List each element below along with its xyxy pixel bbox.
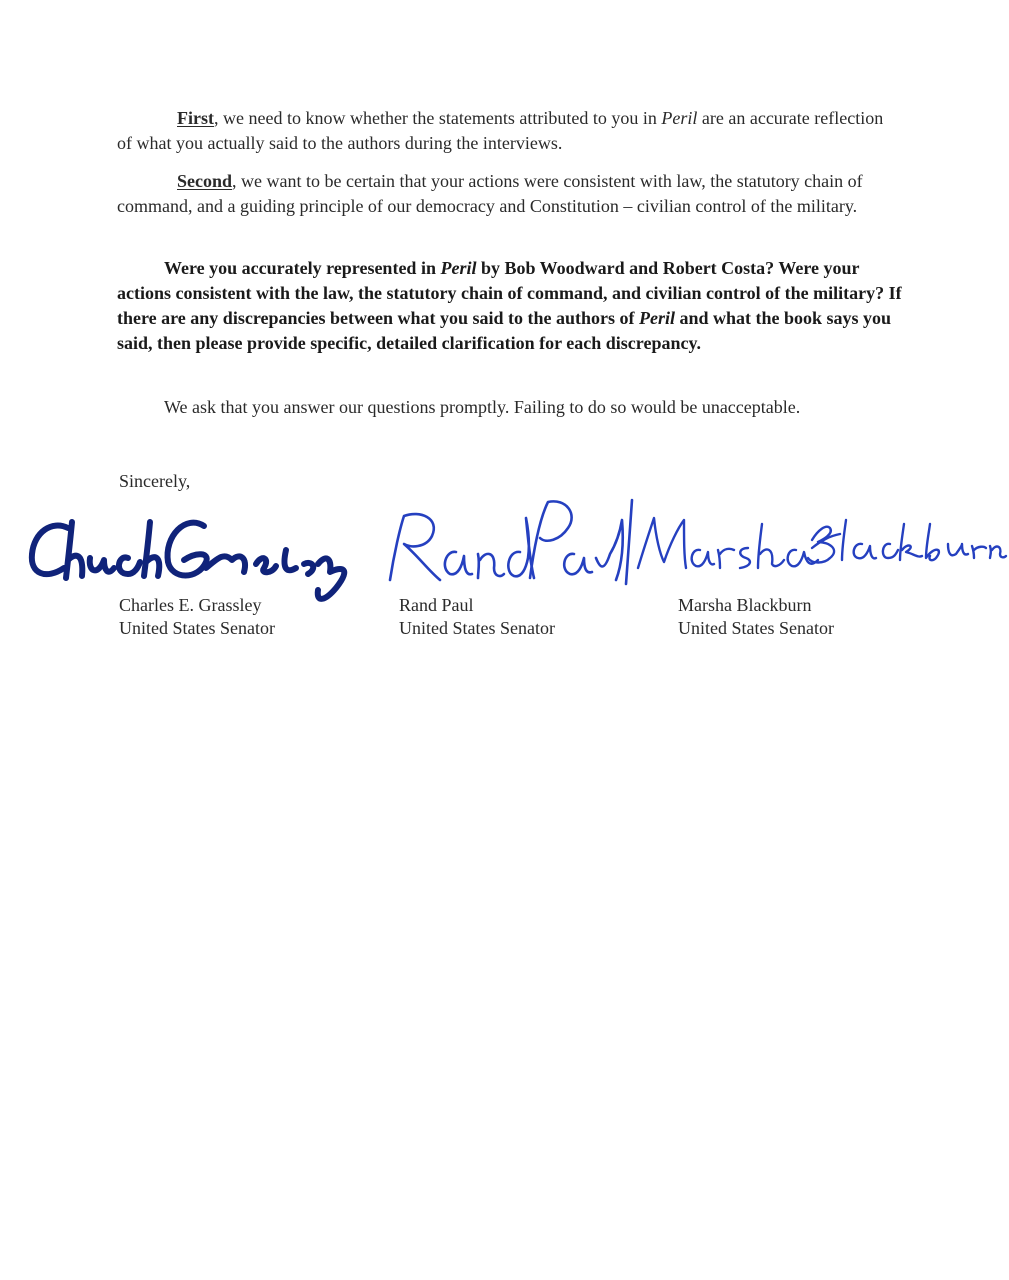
signer-block-blackburn — [678, 594, 938, 640]
paragraph-first-text: , we need to know whether the statements attributed to you in — [213, 108, 662, 128]
paragraph-questions-book-title-1: Peril — [440, 258, 477, 278]
signature-paul — [390, 500, 632, 584]
signer-block-grassley — [119, 594, 379, 640]
paragraph-questions-text-3: and what the book says you said, then please provide specific, detailed clarification for each discrepancy. — [117, 308, 892, 353]
paragraph-first — [117, 106, 902, 156]
paragraph-questions-book-title-2: Peril — [638, 308, 675, 328]
closing-salutation: Sincerely, — [119, 471, 191, 491]
paragraph-first-book-title: Peril — [661, 108, 698, 128]
paragraph-second-text: , we want to be certain that your actions were consistent with law, the statutory chain of command, and a guiding principle of our democracy and Constitution – civilian control of the military. — [117, 171, 863, 216]
paragraph-first-lead: First — [177, 108, 214, 128]
signature-blackburn — [638, 518, 1006, 568]
signer-title: United States Senator — [399, 618, 555, 638]
paragraph-questions-text-1: Were you accurately represented in — [164, 258, 441, 278]
signer-title: United States Senator — [678, 618, 834, 638]
signature-grassley — [32, 522, 344, 599]
signer-block-paul — [399, 594, 659, 640]
paragraph-first-text-end: are an accurate reflection of what you actually said to the authors during the interviews. — [117, 108, 884, 153]
signer-name: Rand Paul — [399, 595, 474, 615]
signer-name: Marsha Blackburn — [678, 595, 812, 615]
paragraph-questions-text-2: by Bob Woodward and Robert Costa? Were your actions consistent with the law, the statutory chain of command, and civilian control of the military? If there are any discrepancies between what you said to the authors of — [117, 258, 902, 328]
signer-title: United States Senator — [119, 618, 275, 638]
paragraph-request: We ask that you answer our questions promptly. Failing to do so would be unacceptable. — [164, 397, 801, 417]
signer-name: Charles E. Grassley — [119, 595, 262, 615]
paragraph-second — [117, 169, 902, 219]
paragraph-second-lead: Second — [177, 171, 233, 191]
paragraph-questions — [117, 256, 902, 356]
